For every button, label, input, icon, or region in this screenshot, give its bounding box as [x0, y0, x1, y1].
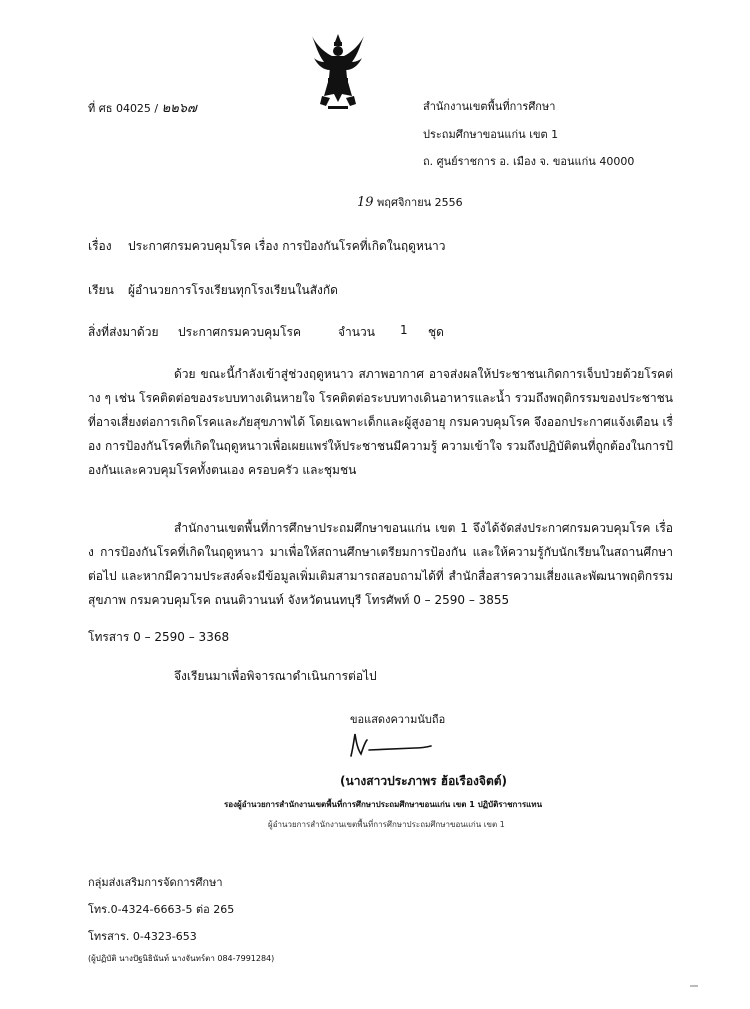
office-line-1: สำนักงานเขตพื้นที่การศึกษา — [423, 100, 556, 113]
to-label: เรียน — [88, 283, 114, 297]
enclosure-quantity: 1 — [400, 323, 408, 337]
to-text: ผู้อำนวยการโรงเรียนทุกโรงเรียนในสังกัด — [128, 283, 338, 297]
enclosure-item: ประกาศกรมควบคุมโรค — [178, 325, 301, 339]
doc-number-handwritten: ๒๒๖๗ — [161, 101, 197, 116]
subject-label: เรื่อง — [88, 239, 112, 253]
garuda-emblem-icon — [310, 32, 366, 112]
enclosure-unit: ชุด — [428, 325, 444, 339]
signer-name: (นางสาวประภาพร ฮ้อเรืองจิตต์) — [340, 774, 508, 788]
signer-title-line-1: รองผู้อำนวยการสำนักงานเขตพื้นที่การศึกษาประถมศึกษาขอนแก่น เขต 1 ปฏิบัติราชการแทน — [224, 800, 543, 809]
body-paragraph-1: ด้วย ขณะนี้กำลังเข้าสู่ช่วงฤดูหนาว สภาพอากาศ อาจส่งผลให้ประชาชนเกิดการเจ็บป่วยด้วยโรคต่าง ๆ เช่น โรคติดต่อของระบบทางเดินหายใจ โรคติดต่อระบบทางเดินอาหารและน้ำ รวมถึงพฤติกรรมของประชาชนที่อาจเสี่ยงต่อการเกิดโรคและภัยสุขภาพได้ โดยเฉพาะเด็กและผู้สูงอายุ กรมควบคุมโรค จึงออกประกาศแจ้งเตือน เรื่อง การป้องกันโรคที่เกิดในฤดูหนาวเพื่อเผยแพร่ให้ประชาชนมีความรู้ ความเข้าใจ รวมถึงปฏิบัติตนที่ถูกต้องในการป้องกันและควบคุมโรคทั้งตนเอง ครอบครัว และชุมชน — [88, 367, 673, 477]
handwritten-signature — [345, 730, 435, 760]
footer-phone: โทร.0-4324-6663-5 ต่อ 265 — [88, 903, 235, 916]
closing-salutation: ขอแสดงความนับถือ — [350, 713, 446, 726]
signer-title-line-2: ผู้อำนวยการสำนักงานเขตพื้นที่การศึกษาประถมศึกษาขอนแก่น เขต 1 — [268, 820, 505, 829]
subject-row — [88, 237, 112, 256]
subject-text: ประกาศกรมควบคุมโรค เรื่อง การป้องกันโรคที่เกิดในฤดูหนาว — [128, 239, 446, 253]
document-date — [357, 193, 463, 211]
closing-request: จึงเรียนมาเพื่อพิจารณาดำเนินการต่อไป — [174, 669, 377, 683]
enclosure-quantity-label: จำนวน — [338, 325, 375, 339]
footer-fax: โทรสาร. 0-4323-653 — [88, 930, 197, 943]
date-day-handwritten: 19 — [357, 195, 374, 210]
doc-number-prefix: ที่ ศธ 04025 / — [88, 102, 159, 115]
scan-speck — [690, 985, 698, 987]
body-paragraph-2-fax: โทรสาร 0 – 2590 – 3368 — [88, 630, 230, 644]
date-month-year: พฤศจิกายน 2556 — [377, 196, 463, 209]
doc-number — [88, 97, 197, 118]
footer-department: กลุ่มส่งเสริมการจัดการศึกษา — [88, 876, 223, 889]
enclosure-label: สิ่งที่ส่งมาด้วย — [88, 325, 159, 339]
office-line-2: ประถมศึกษาขอนแก่น เขต 1 — [423, 128, 559, 141]
footer-contact: (ผู้ปฏิบัติ นางปัฐนิธินันท์ นางจันทร์ตา 084-7991284) — [88, 954, 275, 963]
body-paragraph-2: สำนักงานเขตพื้นที่การศึกษาประถมศึกษาขอนแก่น เขต 1 จึงได้จัดส่งประกาศกรมควบคุมโรค เรื่อง การป้องกันโรคที่เกิดในฤดูหนาว มาเพื่อให้สถานศึกษาเตรียมการป้องกัน และให้ความรู้กับนักเรียนในสถานศึกษาต่อไป และหากมีความประสงค์จะมีข้อมูลเพิ่มเติมสามารถสอบถามได้ที่ สำนักสื่อสารความเสี่ยงและพัฒนาพฤติกรรมสุขภาพ กรมควบคุมโรค ถนนติวานนท์ จังหวัดนนทบุรี โทรศัพท์ 0 – 2590 – 3855 — [88, 521, 673, 607]
office-line-3: ถ. ศูนย์ราชการ อ. เมือง จ. ขอนแก่น 40000 — [423, 155, 635, 168]
